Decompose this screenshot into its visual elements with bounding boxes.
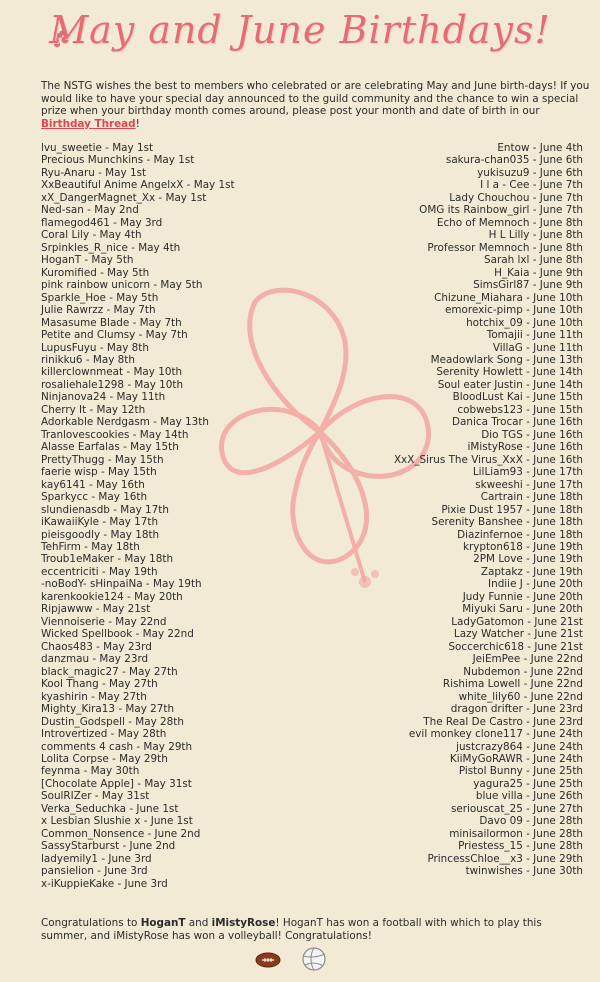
birthday-entry: -noBodY- sHinpaiNa - May 19th [41,578,202,591]
birthday-entry: Julie Rawrzz - May 7th [41,304,156,317]
birthday-entry: XxX_Sirus The Virus_XxX - June 16th [393,453,583,466]
birthday-entry: KiiMyGoRAWR - June 24th [449,752,583,765]
birthday-entry: yukisuzu9 - June 6th [477,166,583,179]
birthday-entry: [Chocolate Apple] - May 31st [41,777,192,790]
birthday-entry: Davo 09 - June 28th [479,815,583,828]
birthday-entry: skweeshi - June 17th [475,478,583,491]
birthday-entry: Adorkable Nerdgasm - May 13th [41,416,209,429]
congrats-text: and [185,917,212,929]
birthday-entry: Lazy Watcher - June 21st [453,628,583,641]
birthday-entry: Miyuki Saru - June 20th [462,603,583,616]
birthday-entry: x Lesbian Slushie x - June 1st [41,815,193,828]
birthday-entry: pansielion - June 3rd [41,865,148,878]
header [0,0,600,78]
birthday-entry: Diazinfernoe - June 18th [457,528,583,541]
winner-name: iMistyRose [211,917,276,929]
birthday-entry: pink rainbow unicorn - May 5th [41,279,203,292]
birthday-entry: SimsGirl87 - June 9th [473,279,583,292]
birthday-entry: pieisgoodly - May 18th [41,528,160,541]
birthday-entry: I l a - Cee - June 7th [480,179,583,192]
birthday-entry: comments 4 cash - May 29th [41,740,193,753]
birthday-entry: Meadowlark Song - June 13th [430,353,583,366]
football-icon [254,950,282,970]
birthday-entry: hotchix_09 - June 10th [466,316,583,329]
birthday-entry: Zaptakz - June 19th [480,565,583,578]
birthday-entry: kyashirin - May 27th [41,690,147,703]
birthday-entry: Lolita Corpse - May 29th [41,752,168,765]
birthday-entry: Serenity Banshee - June 18th [431,516,583,529]
birthday-entry: Ninjanova24 - May 11th [41,391,166,404]
birthday-entry: Chizune_Miahara - June 10th [434,291,583,304]
birthday-entry: BloodLust Kai - June 15th [452,391,583,404]
birthday-entry: blue villa - June 26th [475,790,583,803]
birthday-entry: faerie wisp - May 15th [41,466,157,479]
birthday-entry: krypton618 - June 19th [462,541,583,553]
birthday-entry: Introvertized - May 28th [41,728,167,741]
birthday-entry: SoulRIZer - May 31st [41,790,150,803]
birthday-entry: seriouscat_25 - June 27th [450,802,583,815]
birthday-entry: Tranlovescookies - May 14th [41,428,189,441]
birthday-entry: twinwishes - June 30th [465,865,583,878]
birthday-entry: Tomajii - June 11th [486,329,583,342]
intro-text: The NSTG wishes the best to members who celebrated or are celebrating May and June birth-days! If you would like to have your special day announced to the guild community and the chance to win a special prize when your birthday month comes around, please post your month and date of birth in our [41,80,590,118]
birthday-entry: slundienasdb - May 17th [41,503,169,516]
birthday-entry: Kool Thang - May 27th [41,678,158,691]
birthday-entry: flamegod461 - May 3rd [41,216,163,229]
birthday-entry: feynma - May 30th [41,765,140,778]
birthday-entry: Judy Funnie - June 20th [462,590,583,603]
birthday-entry: H L Lilly - June 8th [488,229,583,242]
birthday-entry: yagura25 - June 25th [473,777,583,790]
birthday-entry: cobwebs123 - June 15th [457,403,583,416]
birthday-entry: SassyStarburst - June 2nd [41,840,176,853]
birthday-entry: Soul eater Justin - June 14th [437,378,583,391]
birthday-entry: Masasume Blade - May 7th [41,316,182,329]
birthday-entry: TehFirm - May 18th [41,541,140,553]
page-title: May and June Birthdays! [49,8,551,52]
winner-name: HoganT [140,917,186,929]
birthday-entry: lvu_sweetie - May 1st [41,142,154,154]
birthday-entry: killerclownmeat - May 10th [41,366,183,379]
birthday-entry: Pixie Dust 1957 - June 18th [441,503,583,516]
birthday-entry: Chaos483 - May 23rd [41,640,152,653]
birthday-entry: Petite and Clumsy - May 7th [41,329,188,342]
birthday-entry: Verka_Seduchka - June 1st [41,802,179,815]
birthday-entry: Professor Memnoch - June 8th [427,241,583,254]
congratulations-paragraph [41,917,591,942]
birthday-entry: karenkookie124 - May 20th [41,590,183,603]
birthday-entry: Nubdemon - June 22nd [463,665,583,678]
birthday-entry: Cartrain - June 18th [480,491,583,504]
birthday-entry: JeiEmPee - June 22nd [472,653,583,666]
birthday-entry: Common_Nonsence - June 2nd [41,827,201,840]
birthday-entry: Coral Lily - May 4th [41,229,142,242]
birthday-entry: Dio TGS - June 16th [481,428,583,441]
birthday-entry: danzmau - May 23rd [41,653,149,666]
birthday-entry: Serenity Howlett - June 14th [436,366,583,379]
birthday-entry: 2PM Love - June 19th [473,553,583,566]
congrats-text: Congratulations to [41,917,141,929]
birthday-entry: Sparkycc - May 16th [41,491,148,504]
intro-text-end: ! [135,117,140,130]
birthday-entry: Pistol Bunny - June 25th [458,765,583,778]
birthday-entry: The Real De Castro - June 23rd [423,715,583,728]
birthday-entry: white_lily60 - June 22nd [458,690,583,703]
birthday-entry: iMistyRose - June 16th [467,441,583,454]
birthday-entry: eccentriciti - May 19th [41,565,158,578]
birthday-entry: Alasse Earfalas - May 15th [41,441,179,454]
birthday-entry: Priestess_15 - June 28th [458,840,583,853]
birthday-entry: minisailormon - June 28th [449,827,583,840]
birthday-entry: xX_DangerMagnet_Xx - May 1st [41,191,207,204]
may-june-left-list [41,142,331,890]
congrats-text: ! HoganT has won a football with which to play this summer, and iMistyRose has won a volleyball! Congratulations! [41,917,542,942]
birthday-entry: HoganT - May 5th [41,254,134,267]
birthday-entry: Sparkle_Hoe - May 5th [41,291,159,304]
birthday-entry: Cherry It - May 12th [41,403,146,416]
birthday-entry: Indiie J - June 20th [488,578,583,591]
birthday-entry: XxBeautiful Anime AngelxX - May 1st [41,179,235,192]
birthday-entry: PrettyThugg - May 15th [41,453,164,466]
intro-paragraph [41,80,591,130]
birthday-entry: x-iKuppieKake - June 3rd [41,877,168,890]
birthday-entry: Sarah lxl - June 8th [484,254,583,267]
birthday-entry: sakura-chan035 - June 6th [445,154,583,167]
birthday-entry: Entow - June 4th [497,142,583,154]
birthday-entry: Precious Munchkins - May 1st [41,154,195,167]
birthday-entry: dragon drifter - June 23rd [450,703,583,716]
birthday-entry: justcrazy864 - June 24th [456,740,583,753]
birthday-entry: ladyemily1 - June 3rd [41,852,152,865]
birthday-entry: PrincessChloe__x3 - June 29th [427,852,583,865]
birthday-entry: Kuromified - May 5th [41,266,150,279]
birthday-entry: H_Kaia - June 9th [494,266,583,279]
birthday-entry: Troub1eMaker - May 18th [41,553,174,566]
birthday-entry: VillaG - June 11th [492,341,583,354]
volleyball-icon [301,946,327,972]
birthday-entry: emorexic-pimp - June 10th [445,304,583,317]
birthday-entry: Srpinkles_R_nice - May 4th [41,241,181,254]
birthday-entry: Ned-san - May 2nd [41,204,139,217]
birthday-entry: Ryu-Anaru - May 1st [41,166,147,179]
birthday-entry: Danica Trocar - June 16th [452,416,583,429]
birthday-entry: Soccerchic618 - June 21st [448,640,583,653]
birthday-entry: OMG its Rainbow_girl - June 7th [419,204,583,217]
birthday-entry: rinikku6 - May 8th [41,353,135,366]
birthday-entry: black_magic27 - May 27th [41,665,178,678]
birthday-entry: Mighty_Kira13 - May 27th [41,703,175,716]
birthday-entry: Dustin_Godspell - May 28th [41,715,184,728]
birthday-entry: LadyGatomon - June 21st [451,615,583,628]
birthday-entry: kay6141 - May 16th [41,478,145,491]
birthday-entry: Viennoiserie - May 22nd [41,615,167,628]
birthday-entry: evil monkey clone117 - June 24th [408,728,583,741]
birthday-entry: Ripjawww - May 21st [41,603,151,616]
birthday-thread-link[interactable]: Birthday Thread [41,117,136,130]
birthday-entry: rosaliehale1298 - May 10th [41,378,184,391]
birthday-entry: Lady Chouchou - June 7th [449,191,583,204]
birthday-entry: Wicked Spellbook - May 22nd [41,628,194,641]
birthday-entry: LupusFuyu - May 8th [41,341,149,354]
birthday-entry: LilLiam93 - June 17th [472,466,583,479]
birthday-entry: iKawaiiKyle - May 17th [41,516,159,529]
june-right-list [293,142,583,878]
birthday-entry: Echo of Memnoch - June 8th [436,216,583,229]
birthday-entry: Rishima Lowell - June 22nd [442,678,583,691]
